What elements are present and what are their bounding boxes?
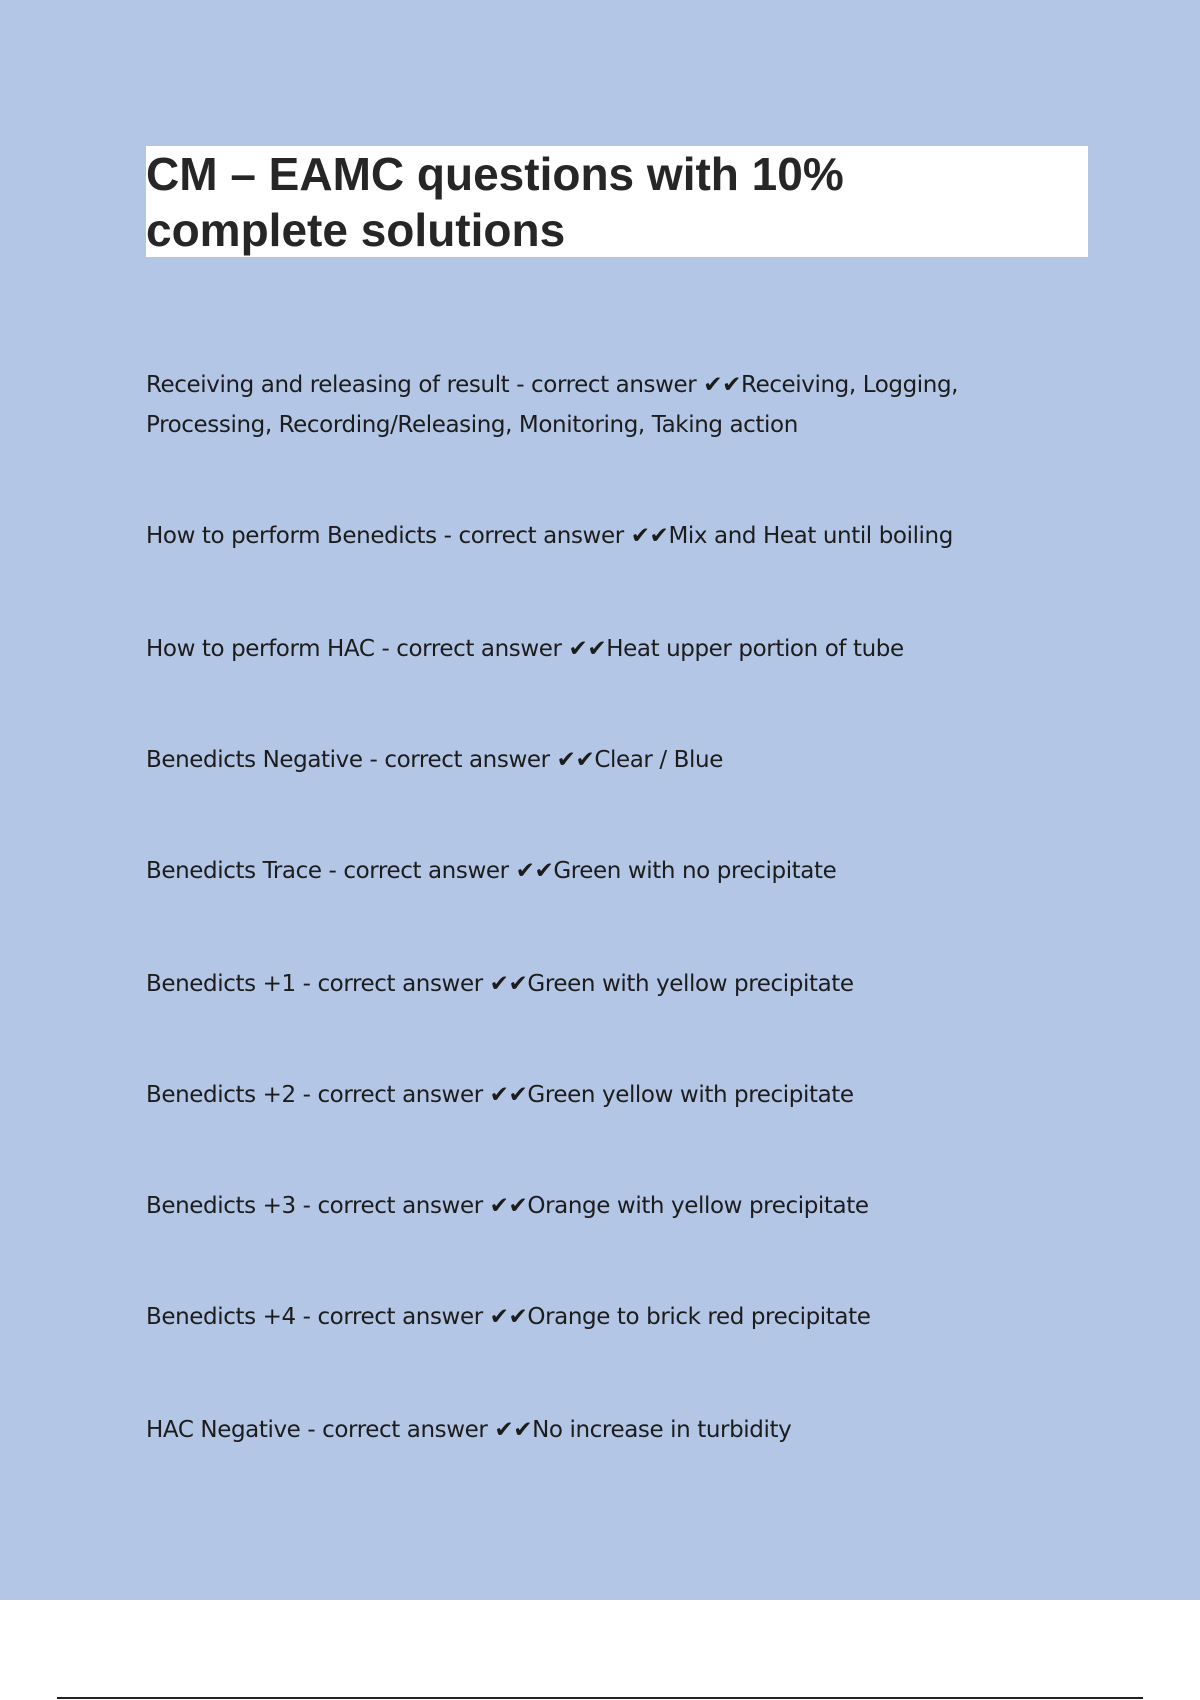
qa-item [146,740,1016,780]
check-icon: ✔✔ [630,523,669,549]
answer-separator: - correct answer [295,971,490,997]
answer-text: Green with yellow precipitate [527,971,854,997]
answer-separator: - correct answer [295,1304,490,1330]
check-icon: ✔✔ [703,372,742,398]
qa-item [146,516,1016,556]
answer-separator: - correct answer [362,747,557,773]
check-icon: ✔✔ [489,971,528,997]
answer-text: Heat upper portion of tube [606,636,904,662]
question-text: Benedicts Trace [146,858,322,884]
check-icon: ✔✔ [556,747,595,773]
qa-item [146,964,1016,1004]
qa-item [146,629,1016,669]
answer-text: Mix and Heat until boiling [668,523,953,549]
check-icon: ✔✔ [568,636,607,662]
answer-separator: - correct answer [374,636,569,662]
check-icon: ✔✔ [489,1193,528,1219]
question-text: Benedicts +1 [146,971,296,997]
title-box [146,146,1088,257]
qa-item [146,1410,1016,1450]
answer-separator: - correct answer [509,372,704,398]
question-text: Benedicts Negative [146,747,363,773]
answer-separator: - correct answer [436,523,631,549]
document-title: CM – EAMC questions with 10% complete solutions [146,148,844,256]
answer-text: Orange with yellow precipitate [527,1193,869,1219]
answer-separator: - correct answer [300,1417,495,1443]
footer-divider [57,1697,1143,1699]
question-text: HAC Negative [146,1417,301,1443]
answer-separator: - correct answer [295,1193,490,1219]
check-icon: ✔✔ [489,1082,528,1108]
qa-item [146,1186,1016,1226]
answer-text: Green with no precipitate [553,858,837,884]
qa-item [146,1075,1016,1115]
question-text: How to perform Benedicts [146,523,437,549]
question-text: Benedicts +3 [146,1193,296,1219]
qa-item [146,1297,1016,1337]
check-icon: ✔✔ [515,858,554,884]
answer-separator: - correct answer [321,858,516,884]
answer-text: Receiving, Logging, Processing, Recording/Releasing, Monitoring, Taking action [146,372,959,438]
answer-text: Orange to brick red precipitate [527,1304,871,1330]
question-text: Benedicts +2 [146,1082,296,1108]
check-icon: ✔✔ [494,1417,533,1443]
answer-separator: - correct answer [295,1082,490,1108]
check-icon: ✔✔ [489,1304,528,1330]
answer-text: Clear / Blue [594,747,723,773]
answer-text: No increase in turbidity [532,1417,792,1443]
question-text: Benedicts +4 [146,1304,296,1330]
qa-item [146,365,1016,445]
answer-text: Green yellow with precipitate [527,1082,854,1108]
question-text: Receiving and releasing of result [146,372,510,398]
question-text: How to perform HAC [146,636,375,662]
qa-item [146,851,1016,891]
